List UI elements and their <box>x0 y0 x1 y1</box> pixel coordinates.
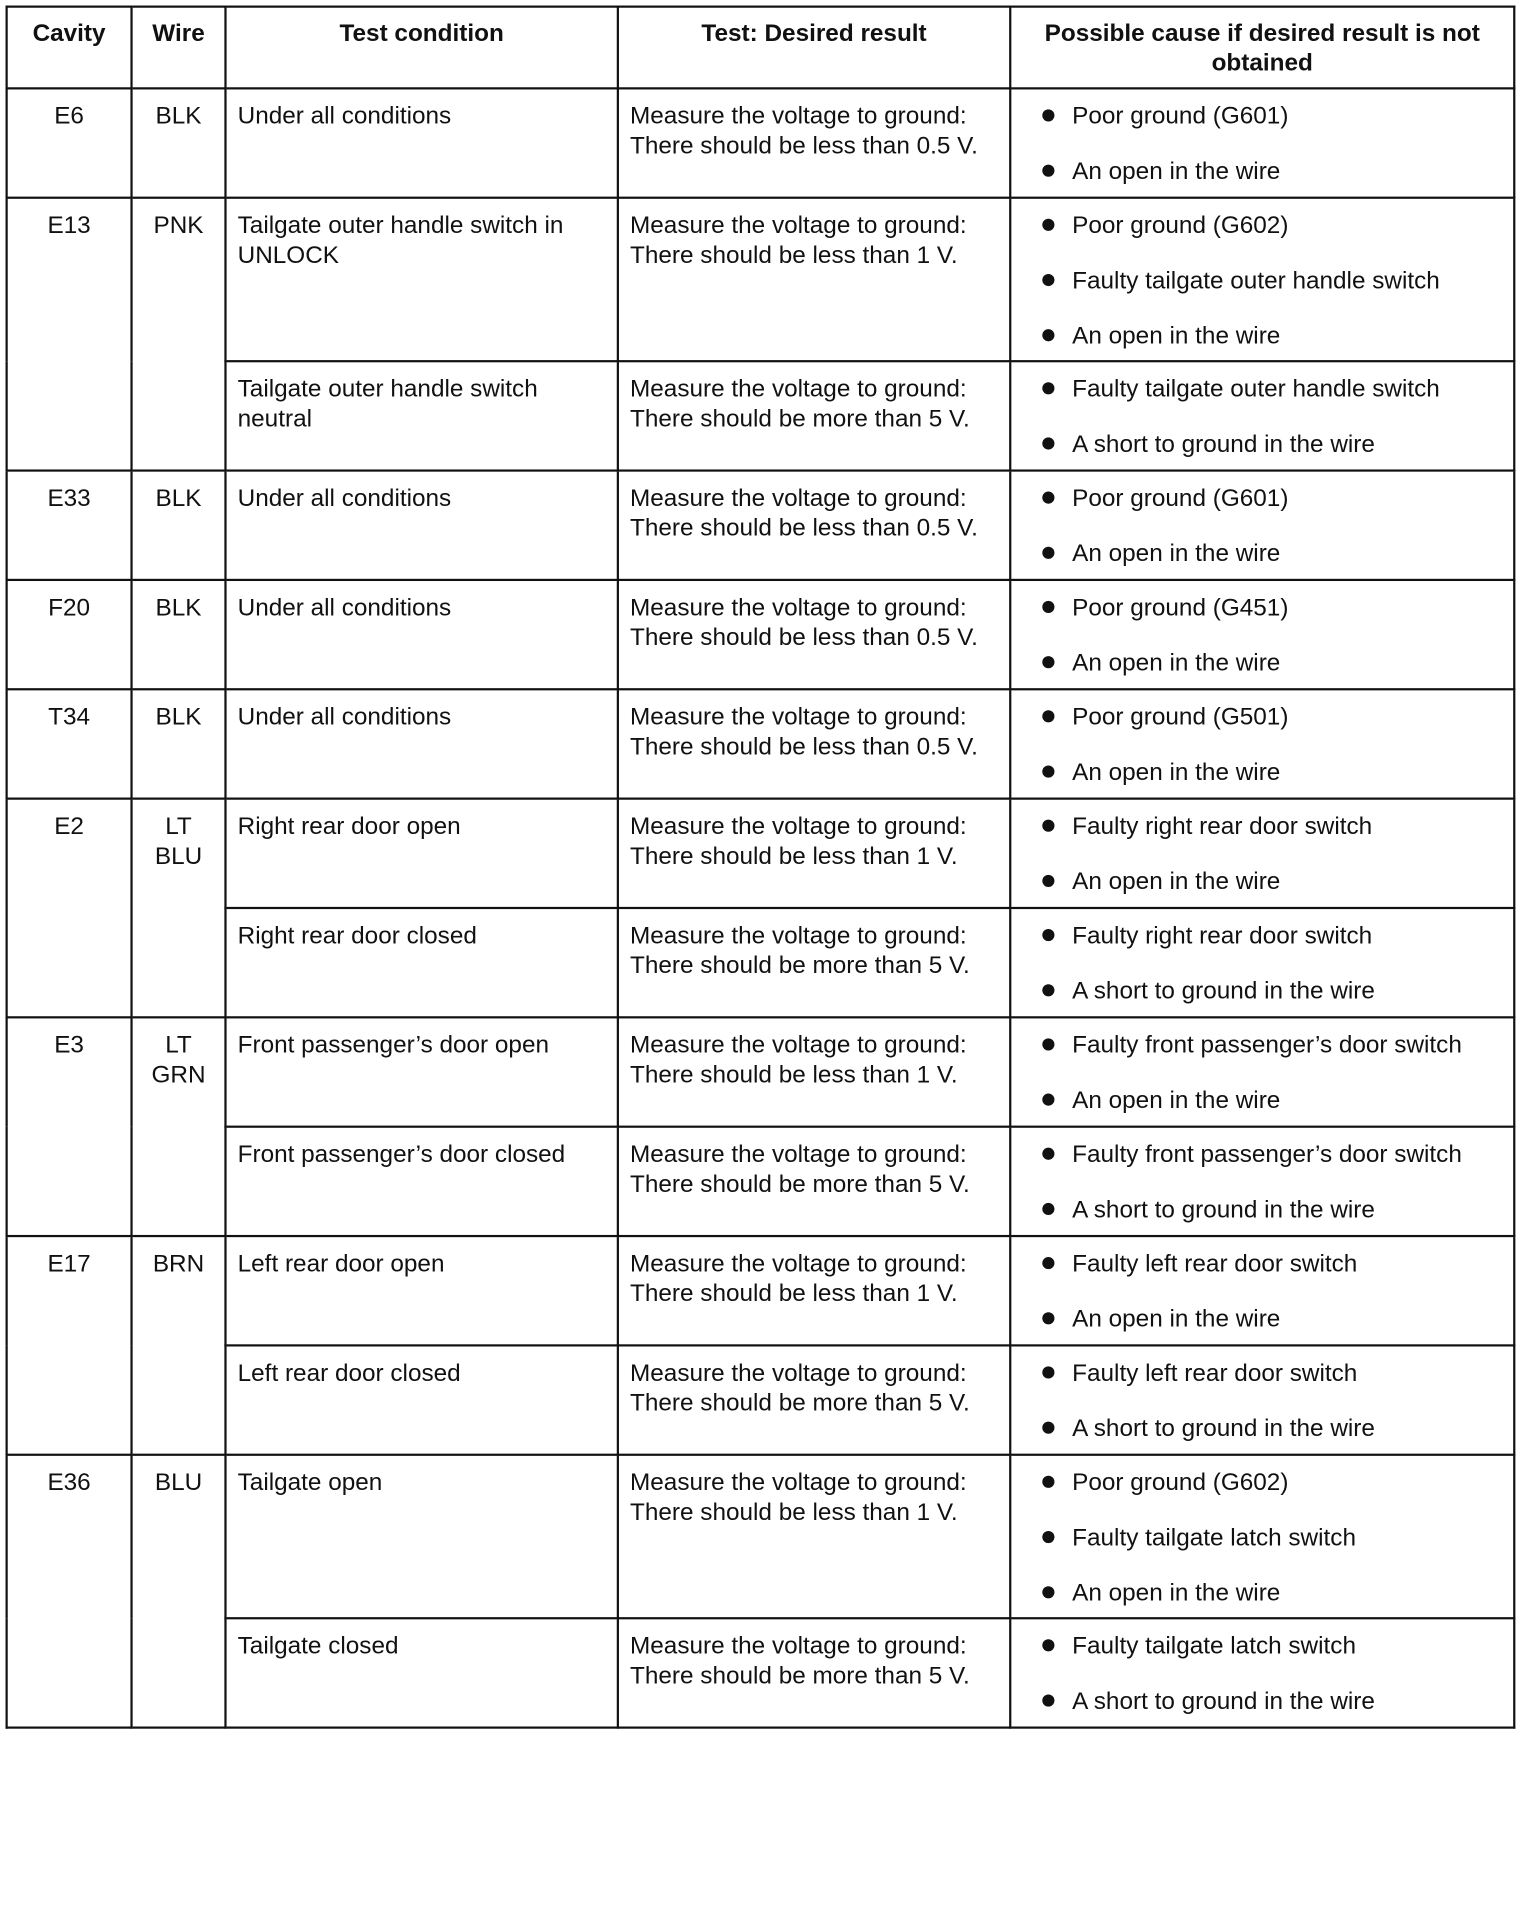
cause-text: Poor ground (G602) <box>1072 210 1289 239</box>
cause-text: Faulty right rear door switch <box>1072 921 1373 949</box>
bullet-icon <box>1042 219 1054 231</box>
causes-cell <box>1010 471 1514 580</box>
bullet-icon <box>1042 329 1054 341</box>
cause-text: An open in the wire <box>1072 1304 1281 1333</box>
condition-cell: Tailgate outer handle switch in UNLOCK <box>225 198 617 361</box>
list-item <box>1022 156 1502 186</box>
cause-text: Faulty left rear door switch <box>1072 1249 1358 1277</box>
table-row <box>7 799 1515 908</box>
table-row <box>7 580 1515 689</box>
bullet-icon <box>1042 109 1054 121</box>
cause-text: A short to ground in the wire <box>1072 1195 1375 1223</box>
causes-cell <box>1010 1455 1514 1618</box>
result-cell: Measure the voltage to ground: There should be more than 5 V. <box>618 1345 1010 1454</box>
list-item <box>1022 1248 1502 1278</box>
bullet-icon <box>1042 984 1054 996</box>
result-cell: Measure the voltage to ground: There should be less than 0.5 V. <box>618 471 1010 580</box>
bullet-icon <box>1042 382 1054 394</box>
list-item <box>1022 1194 1502 1224</box>
table-row <box>7 1017 1515 1126</box>
list-item <box>1022 1029 1502 1059</box>
list-item <box>1022 320 1502 350</box>
causes-cell <box>1010 1236 1514 1345</box>
bullet-icon <box>1042 1038 1054 1050</box>
bullet-icon <box>1042 875 1054 887</box>
list-item <box>1022 975 1502 1005</box>
cause-text: An open in the wire <box>1072 757 1281 786</box>
result-cell: Measure the voltage to ground: There should be less than 1 V. <box>618 198 1010 361</box>
condition-cell: Tailgate outer handle switch neutral <box>225 361 617 470</box>
table-row <box>7 471 1515 580</box>
bullet-icon <box>1042 1639 1054 1651</box>
cavity-cell: E3 <box>7 1017 132 1236</box>
cause-text: An open in the wire <box>1072 1578 1281 1607</box>
table-row <box>7 908 1515 1017</box>
table-row <box>7 361 1515 470</box>
wire-cell: LT BLU <box>132 799 226 1018</box>
list-item <box>1022 1577 1502 1607</box>
test-table <box>6 6 1516 1729</box>
cause-text: A short to ground in the wire <box>1072 429 1375 458</box>
bullet-icon <box>1042 165 1054 177</box>
bullet-icon <box>1042 1312 1054 1324</box>
result-cell: Measure the voltage to ground: There should be less than 0.5 V. <box>618 88 1010 197</box>
table-row <box>7 1455 1515 1618</box>
condition-cell: Left rear door open <box>225 1236 617 1345</box>
cause-text: Faulty right rear door switch <box>1072 811 1373 840</box>
cavity-cell: E33 <box>7 471 132 580</box>
result-cell: Measure the voltage to ground: There should be less than 1 V. <box>618 799 1010 908</box>
cause-text: Faulty front passenger’s door switch <box>1072 1030 1462 1059</box>
causes-cell <box>1010 88 1514 197</box>
cause-text: A short to ground in the wire <box>1072 1686 1375 1715</box>
cause-text: Poor ground (G601) <box>1072 483 1289 512</box>
bullet-icon <box>1042 1476 1054 1488</box>
cause-text: An open in the wire <box>1072 321 1281 350</box>
cause-text: An open in the wire <box>1072 1085 1281 1114</box>
list-item <box>1022 373 1502 403</box>
result-cell: Measure the voltage to ground: There should be more than 5 V. <box>618 1618 1010 1727</box>
bullet-icon <box>1042 929 1054 941</box>
bullet-icon <box>1042 820 1054 832</box>
header-test-condition: Test condition <box>225 7 617 89</box>
condition-cell: Under all conditions <box>225 88 617 197</box>
table-row <box>7 689 1515 798</box>
wire-cell: BLK <box>132 580 226 689</box>
causes-cell <box>1010 799 1514 908</box>
cavity-cell: E13 <box>7 198 132 471</box>
causes-cell <box>1010 908 1514 1017</box>
causes-cell <box>1010 1017 1514 1126</box>
causes-cell <box>1010 361 1514 470</box>
cause-text: Faulty tailgate latch switch <box>1072 1523 1356 1551</box>
condition-cell: Front passenger’s door open <box>225 1017 617 1126</box>
header-cavity: Cavity <box>7 7 132 89</box>
bullet-icon <box>1042 437 1054 449</box>
list-item <box>1022 647 1502 677</box>
bullet-icon <box>1042 1422 1054 1434</box>
causes-cell <box>1010 580 1514 689</box>
bullet-icon <box>1042 1257 1054 1269</box>
list-item <box>1022 1413 1502 1443</box>
cause-text: A short to ground in the wire <box>1072 1413 1375 1442</box>
table-row <box>7 1345 1515 1454</box>
list-item <box>1022 1358 1502 1388</box>
table-row <box>7 1127 1515 1236</box>
list-item <box>1022 210 1502 240</box>
list-item <box>1022 1630 1502 1660</box>
condition-cell: Right rear door open <box>225 799 617 908</box>
bullet-icon <box>1042 1203 1054 1215</box>
cavity-cell: E6 <box>7 88 132 197</box>
bullet-icon <box>1042 492 1054 504</box>
condition-cell: Under all conditions <box>225 689 617 798</box>
bullet-icon <box>1042 710 1054 722</box>
cavity-cell: E17 <box>7 1236 132 1455</box>
condition-cell: Under all conditions <box>225 580 617 689</box>
cause-text: Faulty tailgate outer handle switch <box>1072 374 1440 403</box>
list-item <box>1022 101 1502 131</box>
cavity-cell: E2 <box>7 799 132 1018</box>
list-item <box>1022 920 1502 950</box>
bullet-icon <box>1042 547 1054 559</box>
cause-text: An open in the wire <box>1072 648 1281 677</box>
list-item <box>1022 265 1502 295</box>
list-item <box>1022 1085 1502 1115</box>
list-item <box>1022 701 1502 731</box>
cause-text: Faulty tailgate outer handle switch <box>1072 266 1440 294</box>
wire-cell: BLK <box>132 88 226 197</box>
cause-text: A short to ground in the wire <box>1072 976 1375 1005</box>
cause-text: Faulty tailgate latch switch <box>1072 1631 1356 1660</box>
bullet-icon <box>1042 1366 1054 1378</box>
list-item <box>1022 538 1502 568</box>
bullet-icon <box>1042 274 1054 286</box>
bullet-icon <box>1042 601 1054 613</box>
table-row <box>7 1236 1515 1345</box>
header-wire: Wire <box>132 7 226 89</box>
cause-text: Poor ground (G501) <box>1072 702 1289 731</box>
result-cell: Measure the voltage to ground: There should be less than 1 V. <box>618 1017 1010 1126</box>
causes-cell <box>1010 1618 1514 1727</box>
condition-cell: Tailgate open <box>225 1455 617 1618</box>
wire-cell: PNK <box>132 198 226 471</box>
bullet-icon <box>1042 1148 1054 1160</box>
causes-cell <box>1010 1345 1514 1454</box>
list-item <box>1022 866 1502 896</box>
list-item <box>1022 592 1502 622</box>
table-row <box>7 1618 1515 1727</box>
cause-text: An open in the wire <box>1072 867 1281 895</box>
result-cell: Measure the voltage to ground: There should be less than 1 V. <box>618 1236 1010 1345</box>
cause-text: Faulty front passenger’s door switch <box>1072 1139 1462 1168</box>
list-item <box>1022 757 1502 787</box>
bullet-icon <box>1042 1094 1054 1106</box>
condition-cell: Under all conditions <box>225 471 617 580</box>
result-cell: Measure the voltage to ground: There should be more than 5 V. <box>618 908 1010 1017</box>
cause-text: Poor ground (G451) <box>1072 593 1289 621</box>
wire-cell: BLU <box>132 1455 226 1728</box>
wire-cell: BLK <box>132 689 226 798</box>
bullet-icon <box>1042 765 1054 777</box>
list-item <box>1022 429 1502 459</box>
condition-cell: Left rear door closed <box>225 1345 617 1454</box>
list-item <box>1022 1139 1502 1169</box>
cavity-cell: E36 <box>7 1455 132 1728</box>
wire-cell: LT GRN <box>132 1017 226 1236</box>
list-item <box>1022 1686 1502 1716</box>
causes-cell <box>1010 1127 1514 1236</box>
list-item <box>1022 811 1502 841</box>
bullet-icon <box>1042 1586 1054 1598</box>
result-cell: Measure the voltage to ground: There should be less than 0.5 V. <box>618 580 1010 689</box>
result-cell: Measure the voltage to ground: There should be more than 5 V. <box>618 361 1010 470</box>
header-possible-cause: Possible cause if desired result is not obtained <box>1010 7 1514 89</box>
list-item <box>1022 1467 1502 1497</box>
cause-text: An open in the wire <box>1072 539 1281 567</box>
bullet-icon <box>1042 656 1054 668</box>
result-cell: Measure the voltage to ground: There should be more than 5 V. <box>618 1127 1010 1236</box>
condition-cell: Right rear door closed <box>225 908 617 1017</box>
cause-text: Poor ground (G601) <box>1072 101 1289 130</box>
cavity-cell: F20 <box>7 580 132 689</box>
header-row <box>7 7 1515 89</box>
list-item <box>1022 1303 1502 1333</box>
header-desired-result: Test: Desired result <box>618 7 1010 89</box>
condition-cell: Tailgate closed <box>225 1618 617 1727</box>
bullet-icon <box>1042 1531 1054 1543</box>
result-cell: Measure the voltage to ground: There should be less than 1 V. <box>618 1455 1010 1618</box>
table-row <box>7 198 1515 361</box>
causes-cell <box>1010 689 1514 798</box>
table-row <box>7 88 1515 197</box>
wire-cell: BRN <box>132 1236 226 1455</box>
cause-text: Poor ground (G602) <box>1072 1468 1289 1496</box>
cavity-cell: T34 <box>7 689 132 798</box>
condition-cell: Front passenger’s door closed <box>225 1127 617 1236</box>
wire-cell: BLK <box>132 471 226 580</box>
list-item <box>1022 1522 1502 1552</box>
list-item <box>1022 483 1502 513</box>
bullet-icon <box>1042 1694 1054 1706</box>
result-cell: Measure the voltage to ground: There should be less than 0.5 V. <box>618 689 1010 798</box>
causes-cell <box>1010 198 1514 361</box>
cause-text: Faulty left rear door switch <box>1072 1358 1358 1387</box>
cause-text: An open in the wire <box>1072 156 1281 185</box>
